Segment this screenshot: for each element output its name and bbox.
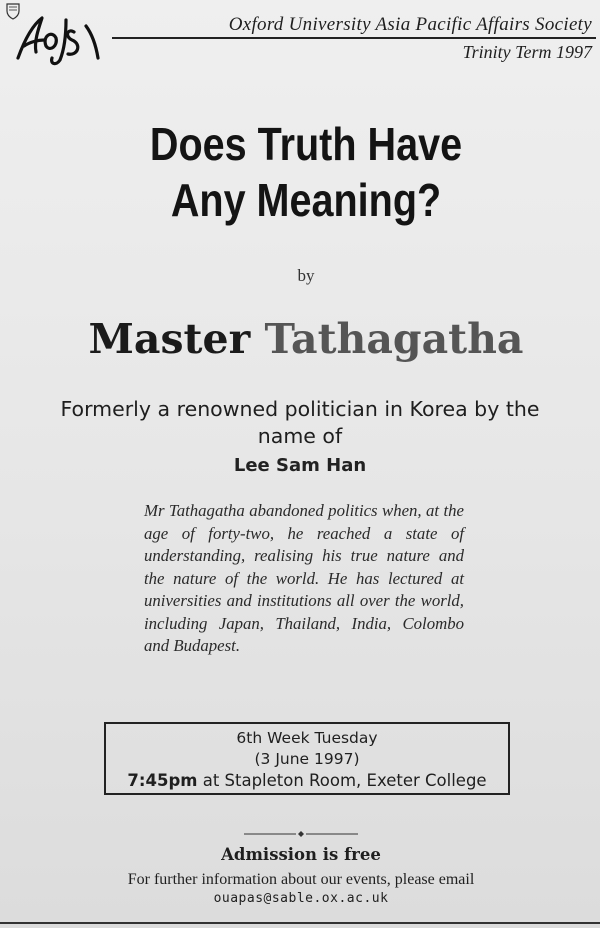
event-time: 7:45pm [127, 771, 198, 790]
talk-title-line-2: Any Meaning? [170, 174, 442, 226]
event-time-venue [106, 770, 508, 792]
speaker-former-name: Lee Sam Han [233, 455, 367, 476]
term-label: Trinity Term 1997 [462, 42, 592, 62]
by-label: by [297, 266, 315, 285]
speaker-name [0, 315, 600, 363]
speaker-first-name: Master [88, 315, 251, 363]
ornament-divider [244, 830, 358, 838]
contact-info: For further information about our events, please email [127, 871, 475, 888]
speaker-last-name: Tathagatha [264, 315, 524, 363]
bottom-rule [0, 922, 600, 924]
admission-note: Admission is free [221, 845, 381, 864]
event-day: 6th Week Tuesday [236, 729, 378, 747]
society-logo [12, 6, 104, 70]
event-venue: at Stapleton Room, Exeter College [202, 771, 487, 790]
talk-title-line-1: Does Truth Have [149, 118, 463, 170]
event-details-box [104, 722, 510, 795]
speaker-bio: Mr Tathagatha abandoned politics when, at the age of forty-two, he reached a state of understanding, realising his true nature and the nature of the world. He has lectured at universities and institutions all over the world, including Japan, Thailand, India, Colombo and Budapest. [144, 501, 464, 655]
talk-title [43, 116, 569, 228]
header-rule [112, 37, 596, 39]
event-date: (3 June 1997) [254, 750, 360, 768]
contact-email: ouapas@sable.ox.ac.uk [213, 891, 389, 906]
society-name: Oxford University Asia Pacific Affairs Society [228, 14, 592, 35]
speaker-background: Formerly a renowned politician in Korea by the name of [60, 397, 540, 448]
